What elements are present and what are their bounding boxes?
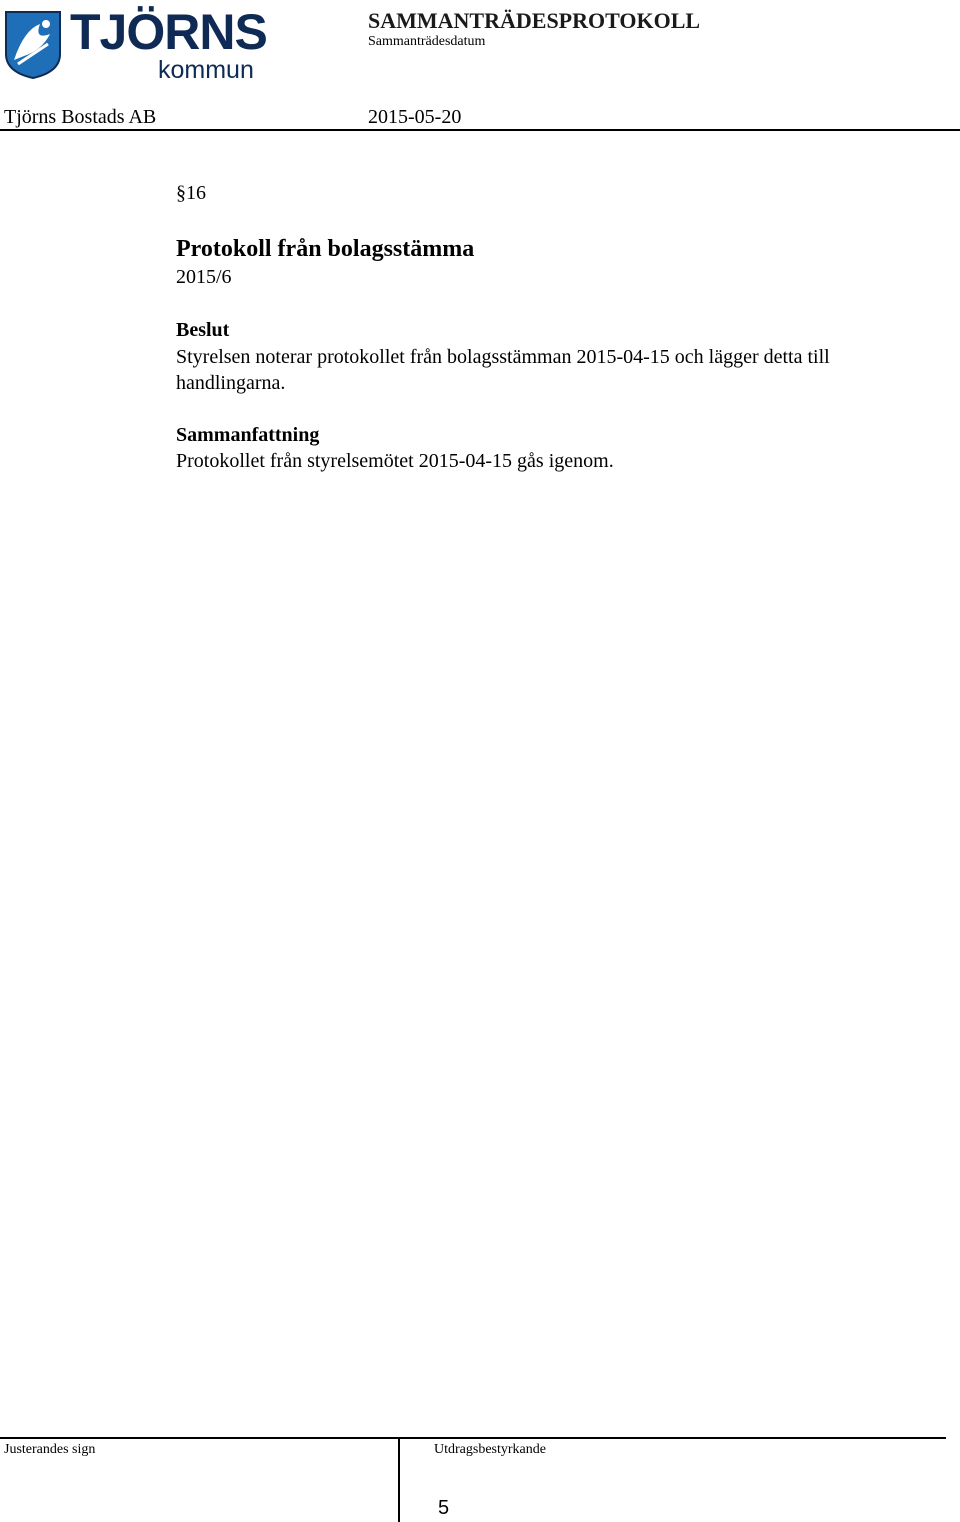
item-title: Protokoll från bolagsstämma [176,236,475,262]
summary-heading: Sammanfattning [176,424,320,446]
footer-column-divider [398,1437,400,1522]
logo-wordmark: TJÖRNS [70,4,267,60]
footer-divider [0,1437,946,1439]
case-number: 2015/6 [176,266,232,288]
meeting-date-caption: Sammanträdesdatum [368,34,486,49]
organization-name: Tjörns Bostads AB [4,106,157,128]
logo-subtitle: kommun [158,56,254,84]
decision-text: Styrelsen noterar protokollet från bolagsstämman 2015-04-15 och lägger detta till handlingarna. [176,346,830,394]
meeting-date: 2015-05-20 [368,106,462,128]
extract-certification-label: Utdragsbestyrkande [434,1442,546,1457]
document-type: SAMMANTRÄDESPROTOKOLL [368,8,701,33]
page-number: 5 [438,1497,450,1519]
municipality-logo-shield [4,10,62,80]
header-divider [0,129,960,131]
decision-heading: Beslut [176,319,230,341]
adjuster-signature-label: Justerandes sign [4,1442,96,1457]
summary-text: Protokollet från styrelsemötet 2015-04-15 gås igenom. [176,450,614,472]
paragraph-number: §16 [176,182,206,204]
